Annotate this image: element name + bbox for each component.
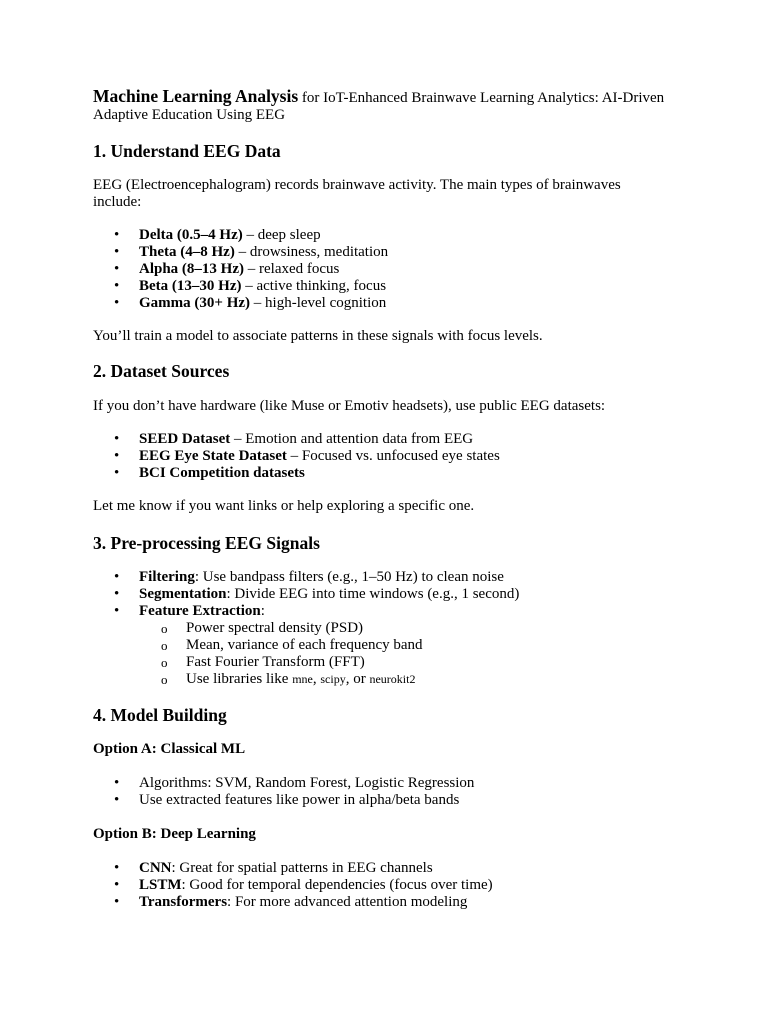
classical-ml-list	[93, 775, 653, 809]
list-item: • Alpha (8–13 Hz) – relaxed focus	[93, 261, 653, 278]
section1-outro: You’ll train a model to associate patterns in these signals with focus levels.	[93, 328, 543, 344]
list-item: • LSTM: Good for temporal dependencies (focus over time)	[93, 877, 653, 894]
deep-learning-list	[93, 860, 653, 911]
list-item: • Gamma (30+ Hz) – high-level cognition	[93, 295, 653, 312]
list-item: • EEG Eye State Dataset – Focused vs. unfocused eye states	[93, 448, 653, 465]
feature-extraction-sublist	[93, 620, 653, 688]
section-heading-model-building: 4. Model Building	[93, 705, 227, 725]
list-item: • Feature Extraction:	[93, 603, 653, 620]
option-a-heading: Option A: Classical ML	[93, 741, 246, 757]
section2-intro: If you don’t have hardware (like Muse or Emotiv headsets), use public EEG datasets:	[93, 398, 606, 414]
list-item: • BCI Competition datasets	[93, 465, 653, 482]
title-subtitle: for IoT-Enhanced Brainwave Learning Analytics: AI-Driven Adaptive Education Using EEG	[93, 90, 665, 123]
list-item: • SEED Dataset – Emotion and attention data from EEG	[93, 431, 653, 448]
section-heading-preprocessing: 3. Pre-processing EEG Signals	[93, 533, 320, 553]
document-title	[93, 88, 668, 124]
option-b-heading: Option B: Deep Learning	[93, 826, 256, 842]
list-item: • Use extracted features like power in alpha/beta bands	[93, 792, 653, 809]
list-item: • Beta (13–30 Hz) – active thinking, focus	[93, 278, 653, 295]
list-item: • CNN: Great for spatial patterns in EEG channels	[93, 860, 653, 877]
title-main: Machine Learning Analysis	[93, 86, 299, 106]
sublist-item: o Power spectral density (PSD)	[93, 620, 653, 637]
section2-outro: Let me know if you want links or help exploring a specific one.	[93, 498, 475, 514]
list-item: • Theta (4–8 Hz) – drowsiness, meditation	[93, 244, 653, 261]
section-heading-understand-eeg: 1. Understand EEG Data	[93, 141, 281, 161]
brainwave-list	[93, 227, 653, 312]
list-item: • Transformers: For more advanced attention modeling	[93, 894, 653, 911]
preprocessing-list	[93, 569, 653, 620]
section-heading-dataset-sources: 2. Dataset Sources	[93, 361, 230, 381]
sublist-item: o Mean, variance of each frequency band	[93, 637, 653, 654]
list-item: • Filtering: Use bandpass filters (e.g., 1–50 Hz) to clean noise	[93, 569, 653, 586]
list-item: • Algorithms: SVM, Random Forest, Logistic Regression	[93, 775, 653, 792]
sublist-item: o Fast Fourier Transform (FFT)	[93, 654, 653, 671]
section1-intro: EEG (Electroencephalogram) records brainwave activity. The main types of brainwaves include:	[93, 177, 621, 210]
list-item: • Delta (0.5–4 Hz) – deep sleep	[93, 227, 653, 244]
dataset-list	[93, 431, 653, 482]
list-item: • Segmentation: Divide EEG into time windows (e.g., 1 second)	[93, 586, 653, 603]
sublist-item-libraries: o Use libraries like mne, scipy, or neurokit2	[93, 671, 653, 688]
